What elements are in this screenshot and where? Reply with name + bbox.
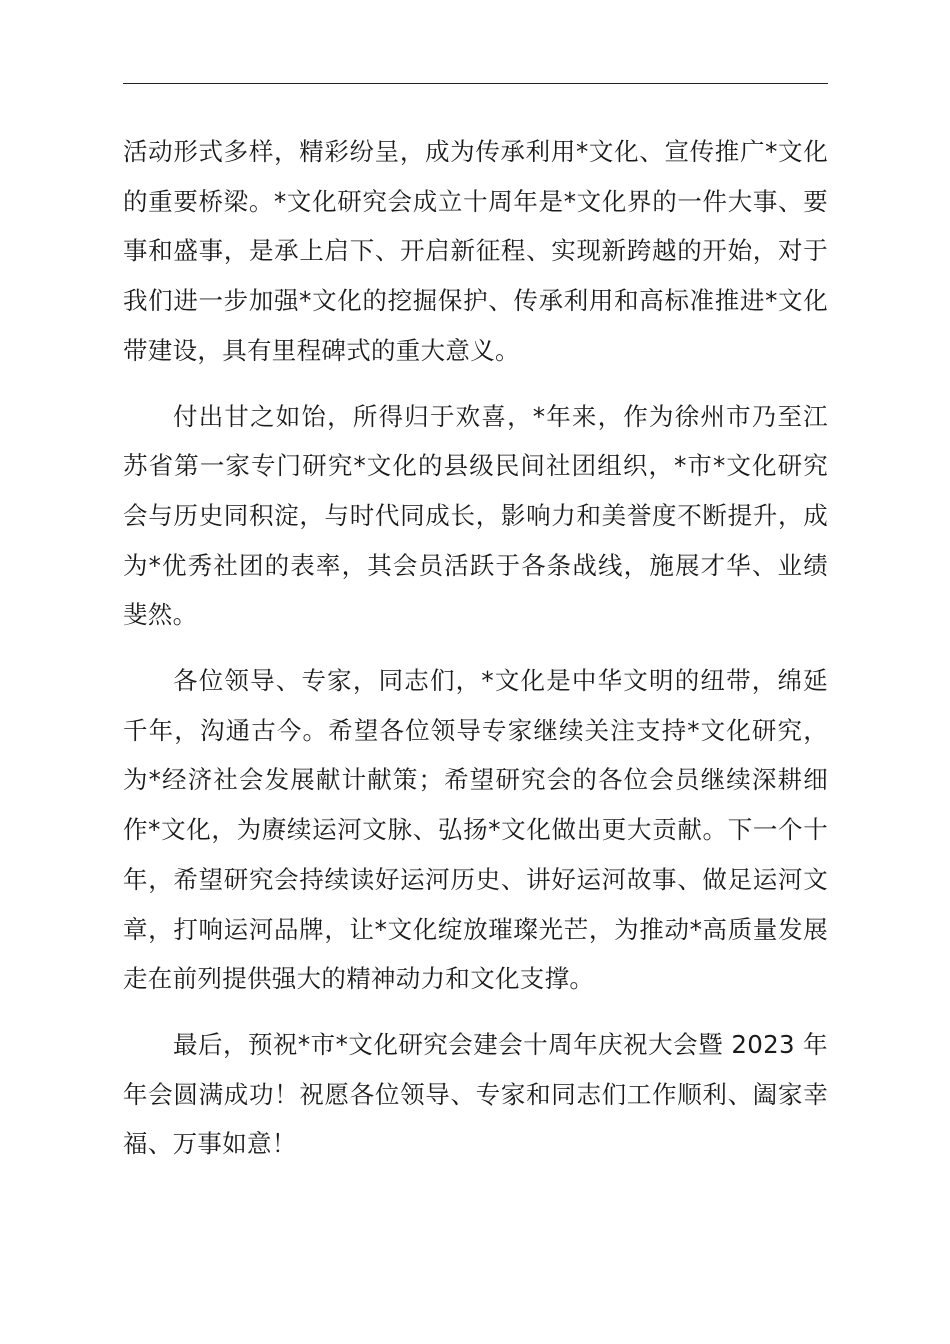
paragraph-achievements: 付出甘之如饴，所得归于欢喜，*年来，作为徐州市乃至江苏省第一家专门研究*文化的县级民间社团组织，*市*文化研究会与历史同积淀，与时代同成长，影响力和美誉度不断提升，成为*优秀社团的表率，其会员活跃于各条战线，施展才华、业绩斐然。 bbox=[123, 401, 828, 630]
document-body bbox=[123, 127, 828, 1169]
paragraph-hopes: 各位领导、专家，同志们，*文化是中华文明的纽带，绵延千年，沟通古今。希望各位领导专家继续关注支持*文化研究，为*经济社会发展献计献策；希望研究会的各位会员继续深耕细作*文化，为赓续运河文脉、弘扬*文化做出更大贡献。下一个十年，希望研究会持续读好运河历史、讲好运河故事、做足运河文章，打响运河品牌，让*文化绽放璀璨光芒，为推动*高质量发展走在前列提供强大的精神动力和文化支撑。 bbox=[123, 666, 828, 994]
header-rule bbox=[123, 83, 828, 84]
paragraph-continued: 活动形式多样，精彩纷呈，成为传承利用*文化、宣传推广*文化的重要桥梁。*文化研究会成立十周年是*文化界的一件大事、要事和盛事，是承上启下、开启新征程、实现新跨越的开始，对于我们进一步加强*文化的挖掘保护、传承利用和高标准推进*文化带建设，具有里程碑式的重大意义。 bbox=[123, 137, 828, 365]
paragraph-closing: 最后，预祝*市*文化研究会建会十周年庆祝大会暨 2023 年年会圆满成功！祝愿各位领导、专家和同志们工作顺利、阖家幸福、万事如意！ bbox=[123, 1029, 828, 1159]
